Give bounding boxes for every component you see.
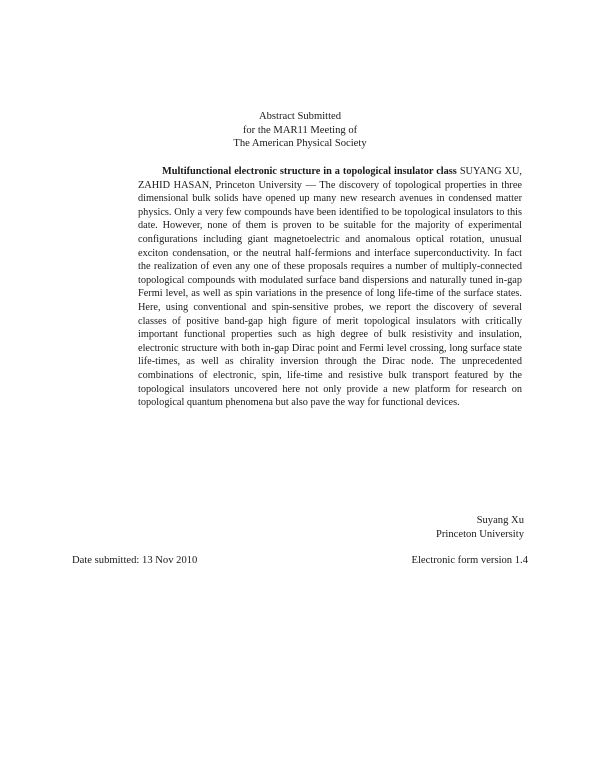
abstract-authors: SUYANG XU, ZAHID HASAN, Princeton University [138, 166, 522, 191]
header-line-society: The American Physical Society [233, 138, 367, 149]
header-line-abstract-submitted: Abstract Submitted [258, 111, 342, 122]
abstract-paragraph [138, 165, 522, 410]
signature-block [436, 514, 524, 541]
signature-affiliation: Princeton University [436, 528, 524, 540]
form-version: Electronic form version 1.4 [411, 555, 528, 566]
abstract-title: Multifunctional electronic structure in a topological insulator class [162, 166, 457, 177]
header-line-meeting: for the MAR11 Meeting of [242, 124, 358, 136]
abstract-separator: — [301, 179, 320, 191]
date-submitted: Date submitted: 13 Nov 2010 [72, 555, 198, 566]
submission-header [0, 110, 600, 151]
signature-name: Suyang Xu [476, 515, 524, 526]
abstract-body: The discovery of topological properties in three dimensional bulk solids have opened up many new research avenues in condensed matter physics. Only a very few compounds have been identified to be topological insulators to this date. However, none of them is proven to be suitable for the majority of experimental configurations including giant magnetoelectric and anomalous optical rotation, unusual exciton condensation, or the neutral half-fermions and interface superconductivity. In fact the realization of even any one of these proposals requires a number of multiply-connected topological compounds with modulated surface band dispersions and naturally tuned in-gap Fermi level, as well as spin variations in the presence of long life-time of the surface states. Here, using conventional and spin-sensitive probes, we report the discovery of several classes of positive band-gap high figure of merit topological insulators with critically important functional properties such as high degree of bulk resistivity and insulation, electronic structure with both in-gap Dirac point and Fermi level crossing, long surface state life-times, as well as chirality inversion through the Dirac node. The unprecedented combinations of electronic, spin, life-time and resistive bulk transport featured by the topological insulators uncovered here not only provide a new platform for research on topological quantum phenomena but also pave the way for functional devices. [138, 179, 522, 409]
